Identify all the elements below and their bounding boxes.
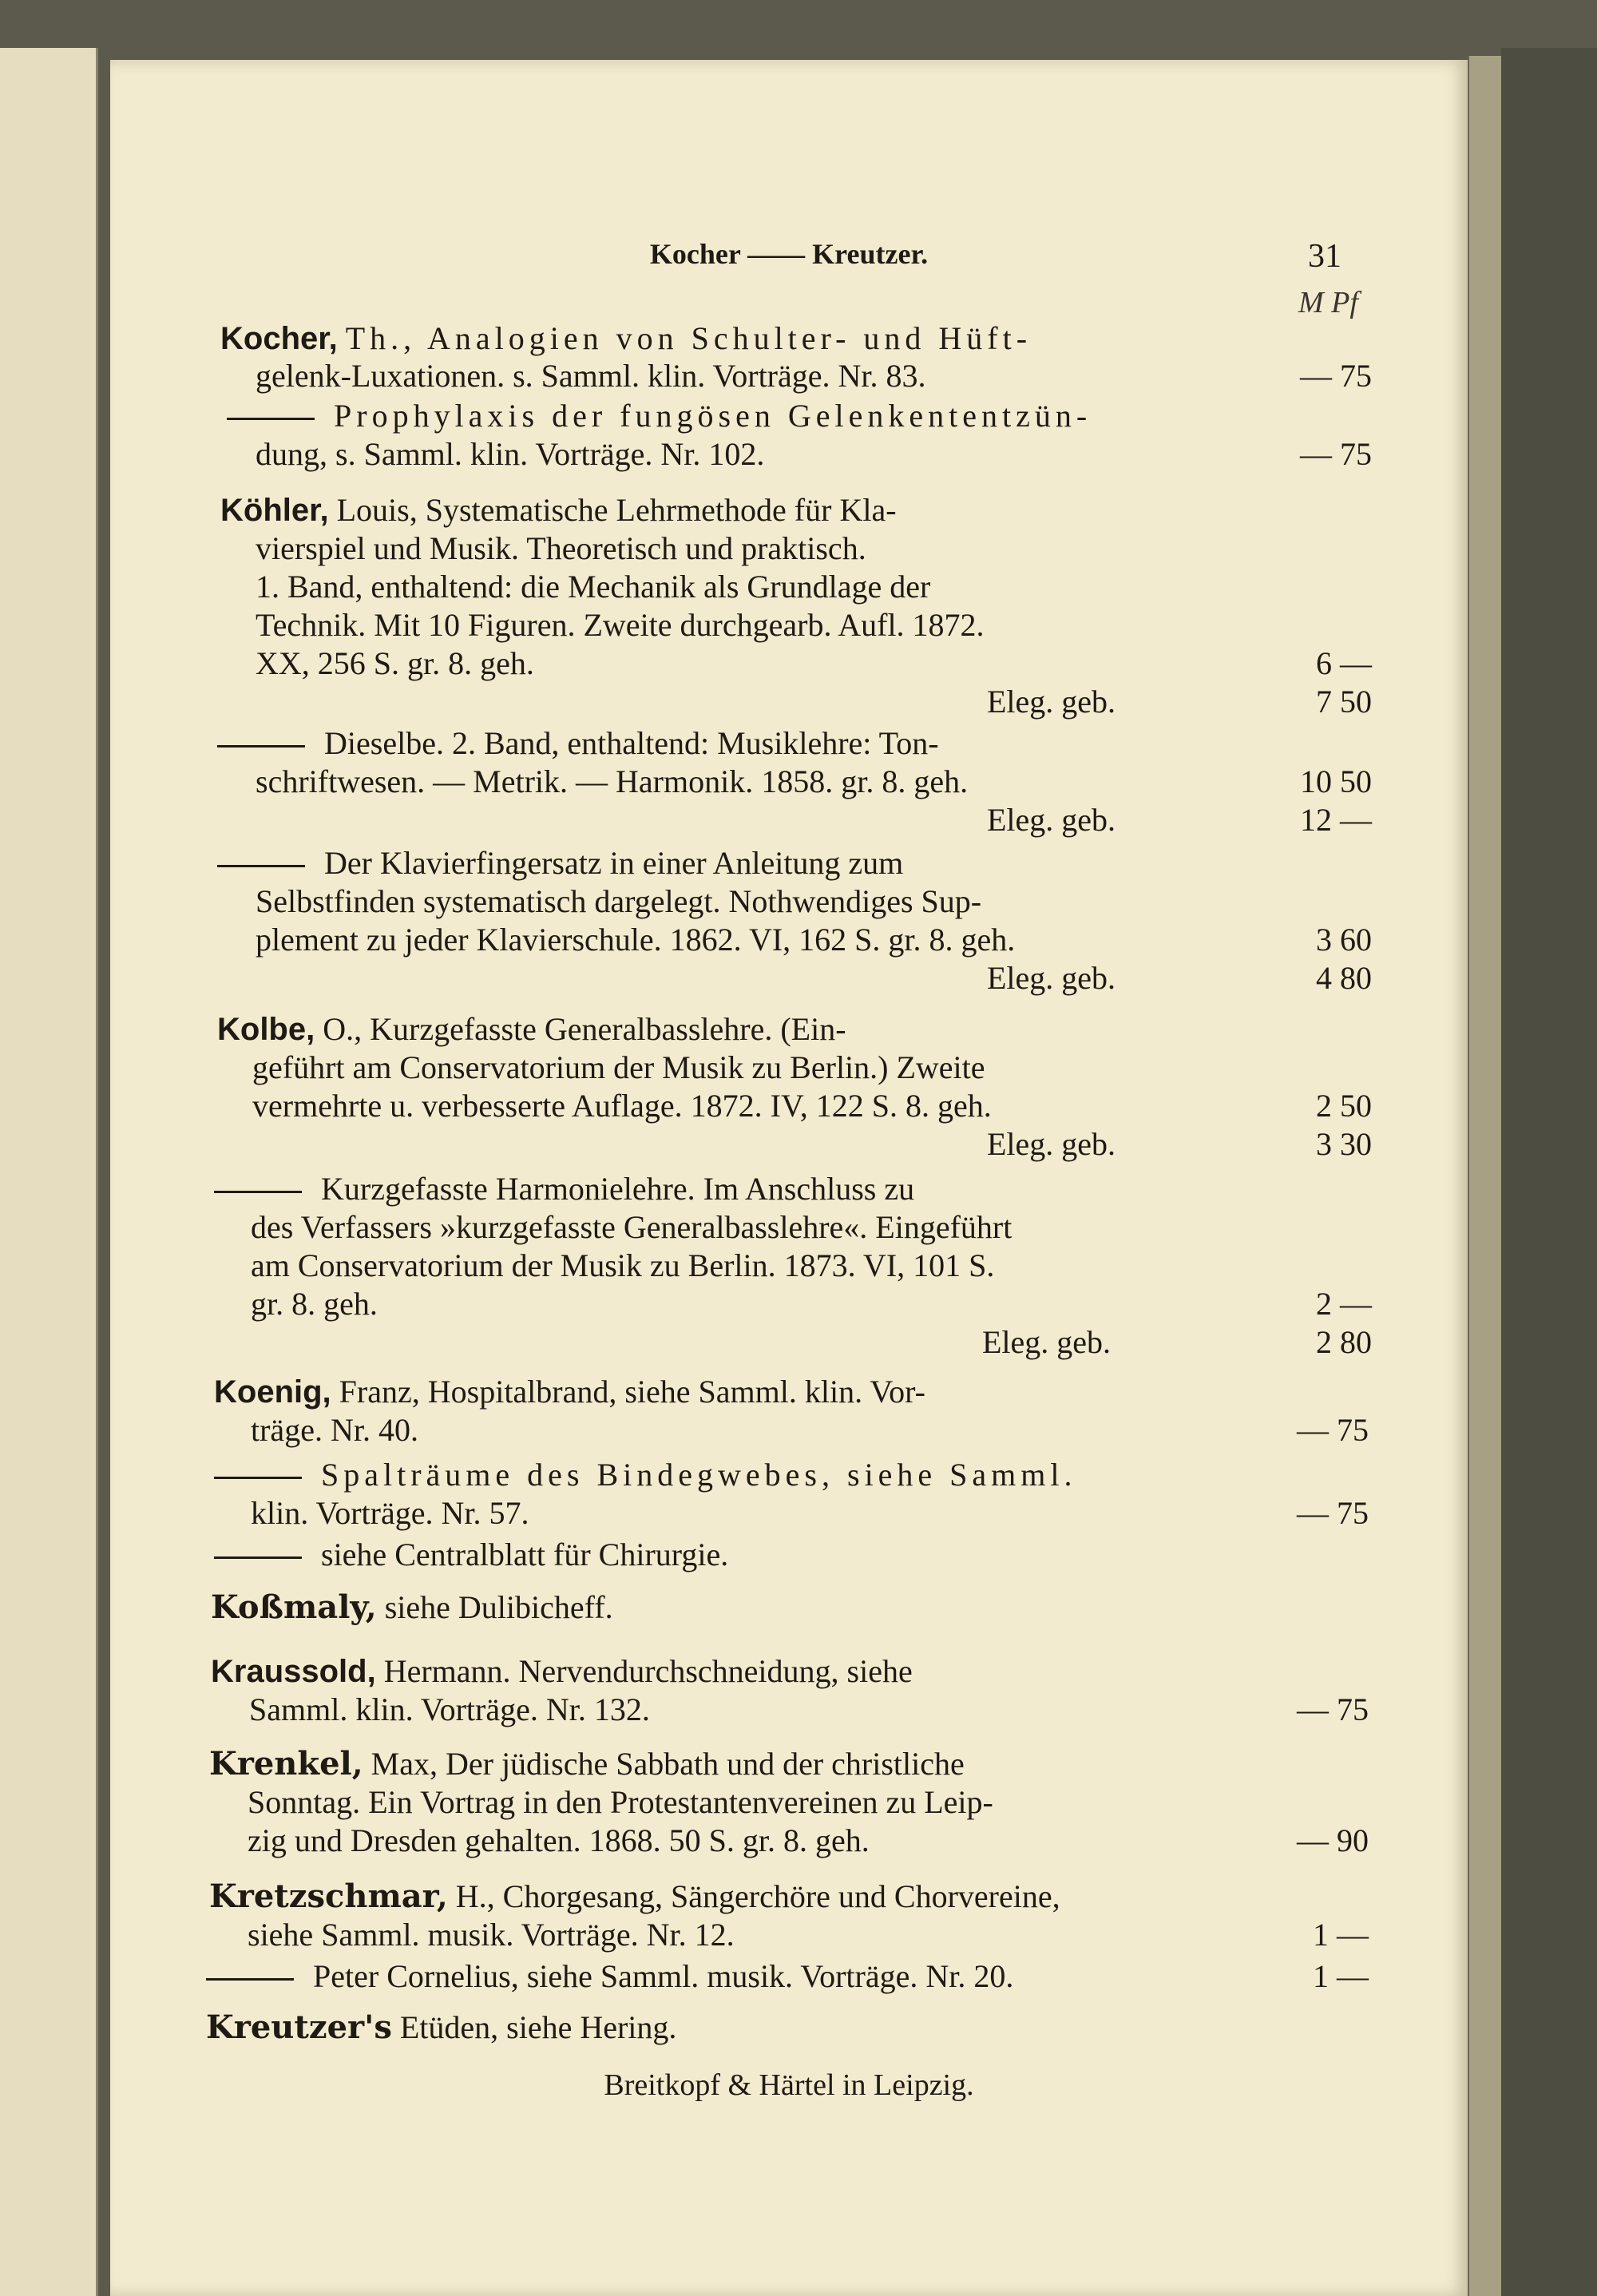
running-header: Kocher —— Kreutzer. <box>649 238 929 270</box>
entry-price: 2 50 <box>1316 1088 1372 1124</box>
entry-price: 3 60 <box>1316 922 1372 958</box>
entry-line: dung, s. Samml. klin. Vorträge. Nr. 102. <box>256 436 765 472</box>
dash-rule <box>214 1556 302 1559</box>
entry-price: 1 — <box>1313 1958 1369 1994</box>
entry-line: siehe Centralblatt für Chirurgie. <box>214 1536 728 1574</box>
entry-line: Samml. klin. Vorträge. Nr. 132. <box>249 1691 650 1727</box>
entry-price: 2 80 <box>1316 1324 1372 1360</box>
entry-line: Kocher, Th., Analogien von Schulter- und Hüft- <box>220 320 1032 356</box>
entry-line: vierspiel und Musik. Theoretisch und praktisch. <box>256 530 866 566</box>
entry-price: 4 80 <box>1316 960 1372 996</box>
entry-price: — 75 <box>1297 1412 1369 1448</box>
left-page-edge <box>0 48 98 2296</box>
entry-price: 1 — <box>1313 1917 1369 1953</box>
dash-rule <box>217 865 305 867</box>
entry-line: Eleg. geb. <box>987 1126 1116 1162</box>
entry-line: Eleg. geb. <box>987 802 1116 838</box>
entry-price: 2 — <box>1316 1286 1372 1322</box>
entry-line: Koßmaly, siehe Dulibicheff. <box>211 1588 613 1626</box>
entry-name: Köhler, <box>220 493 329 528</box>
entry-line: Krenkel, Max, Der jüdische Sabbath und der christliche <box>209 1745 965 1782</box>
publisher-footer: Breitkopf & Härtel in Leipzig. <box>604 2068 974 2102</box>
entry-name: Koenig, <box>214 1374 331 1410</box>
entry-line: Köhler, Louis, Systematische Lehrmethode für Kla- <box>220 492 897 528</box>
entry-price: — 75 <box>1297 1691 1369 1727</box>
entry-line: Der Klavierfingersatz in einer Anleitung zum <box>217 844 903 882</box>
entry-line: gr. 8. geh. <box>251 1286 378 1322</box>
entry-line: zig und Dresden gehalten. 1868. 50 S. gr. 8. geh. <box>248 1822 870 1858</box>
entry-name: Kretzschmar, <box>209 1878 448 1915</box>
entry-line: Peter Cornelius, siehe Samml. musik. Vorträge. Nr. 20. <box>206 1957 1013 1996</box>
entry-line: XX, 256 S. gr. 8. geh. <box>256 645 534 681</box>
dash-rule <box>214 1191 302 1193</box>
entry-line: geführt am Conservatorium der Musik zu Berlin.) Zweite <box>252 1049 985 1085</box>
entry-price: — 90 <box>1297 1822 1369 1858</box>
entry-price: 3 30 <box>1316 1126 1372 1162</box>
entry-line: plement zu jeder Klavierschule. 1862. VI, 162 S. gr. 8. geh. <box>256 922 1016 958</box>
entry-line: Kraussold, Hermann. Nervendurchschneidung, siehe <box>211 1653 913 1689</box>
entry-line: Kretzschmar, H., Chorgesang, Sängerchöre und Chorvereine, <box>209 1878 1060 1915</box>
pencil-note: M Pf <box>1298 286 1358 319</box>
entry-line: siehe Samml. musik. Vorträge. Nr. 12. <box>248 1917 735 1953</box>
entry-line: Dieselbe. 2. Band, enthaltend: Musiklehre: Ton- <box>217 724 939 763</box>
entry-price: — 75 <box>1300 358 1372 394</box>
entry-name: Kreutzer's <box>206 2009 392 2046</box>
entry-line: vermehrte u. verbesserte Auflage. 1872. IV, 122 S. 8. geh. <box>252 1088 992 1124</box>
entry-name: Kocher, <box>220 321 338 356</box>
entry-name: Koßmaly, <box>211 1588 377 1626</box>
entry-line: Eleg. geb. <box>982 1324 1112 1360</box>
entry-line: Kurzgefasste Harmonielehre. Im Anschluss zu <box>214 1170 914 1208</box>
entry-price: 6 — <box>1316 645 1372 681</box>
entry-line: Eleg. geb. <box>987 960 1116 996</box>
right-page-edge <box>1468 56 1503 2296</box>
entry-price: 7 50 <box>1316 684 1372 720</box>
page-number: 31 <box>1308 238 1341 275</box>
entry-line: am Conservatorium der Musik zu Berlin. 1873. VI, 101 S. <box>251 1247 995 1283</box>
entry-price: 10 50 <box>1300 763 1372 799</box>
dash-rule <box>227 418 315 420</box>
entry-line: träge. Nr. 40. <box>251 1412 418 1448</box>
entry-price: — 75 <box>1300 436 1372 472</box>
entry-line: Kolbe, O., Kurzgefasste Generalbasslehre. (Ein- <box>217 1011 846 1047</box>
entry-line: gelenk-Luxationen. s. Samml. klin. Vorträge. Nr. 83. <box>256 358 926 394</box>
entry-price: — 75 <box>1297 1495 1369 1531</box>
entry-line: Kreutzer's Etüden, siehe Hering. <box>206 2009 677 2046</box>
book-page <box>110 60 1468 2296</box>
entry-line: Prophylaxis der fungösen Gelenkententzün- <box>227 397 1092 435</box>
entry-line: 1. Band, enthaltend: die Mechanik als Grundlage der <box>256 569 931 605</box>
entry-name: Kolbe, <box>217 1012 315 1047</box>
entry-name: Krenkel, <box>209 1745 363 1782</box>
entry-line: Technik. Mit 10 Figuren. Zweite durchgearb. Aufl. 1872. <box>256 607 985 643</box>
entry-line: klin. Vorträge. Nr. 57. <box>251 1495 529 1531</box>
entry-line: Sonntag. Ein Vortrag in den Protestantenvereinen zu Leip- <box>248 1784 993 1820</box>
entry-line: Spalträume des Bindegwebes, siehe Samml. <box>214 1456 1077 1494</box>
entry-line: Koenig, Franz, Hospitalbrand, siehe Samml. klin. Vor- <box>214 1374 925 1410</box>
dash-rule <box>206 1978 294 1981</box>
dash-rule <box>214 1477 302 1479</box>
entry-line: des Verfassers »kurzgefasste Generalbasslehre«. Eingeführt <box>251 1209 1012 1245</box>
entry-line: schriftwesen. — Metrik. — Harmonik. 1858. gr. 8. geh. <box>256 763 969 799</box>
entry-line: Selbstfinden systematisch dargelegt. Nothwendiges Sup- <box>256 883 982 919</box>
entry-name: Kraussold, <box>211 1654 376 1689</box>
entry-price: 12 — <box>1300 802 1372 838</box>
entry-line: Eleg. geb. <box>987 684 1116 720</box>
dash-rule <box>217 745 305 747</box>
book-cover-right <box>1501 48 1597 2296</box>
